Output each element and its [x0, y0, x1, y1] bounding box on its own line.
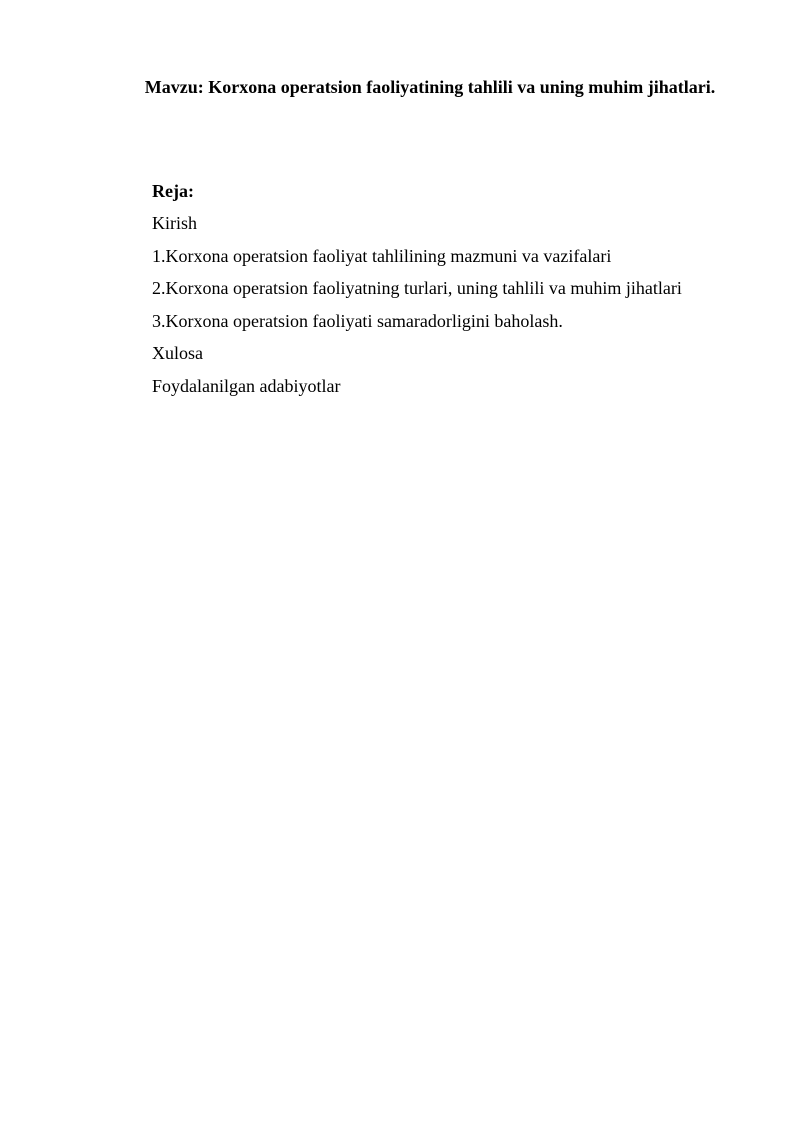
plan-section	[152, 178, 772, 405]
plan-item-chapter-2: 2.Korxona operatsion faoliyatning turlari, uning tahlili va muhim jihatlari	[152, 278, 682, 298]
plan-heading: Reja:	[152, 181, 194, 201]
plan-item-references: Foydalanilgan adabiyotlar	[152, 375, 341, 396]
plan-item-introduction: Kirish	[152, 213, 197, 233]
plan-item-conclusion: Xulosa	[152, 343, 203, 363]
plan-item-chapter-1: 1.Korxona operatsion faoliyat tahlilining mazmuni va vazifalari	[152, 245, 612, 266]
plan-list	[152, 210, 772, 405]
document-title: Mavzu: Korxona operatsion faoliyatining tahlili va uning muhim jihatlari.	[144, 77, 716, 97]
plan-item-chapter-3: 3.Korxona operatsion faoliyati samaradorligini baholash.	[152, 310, 563, 331]
